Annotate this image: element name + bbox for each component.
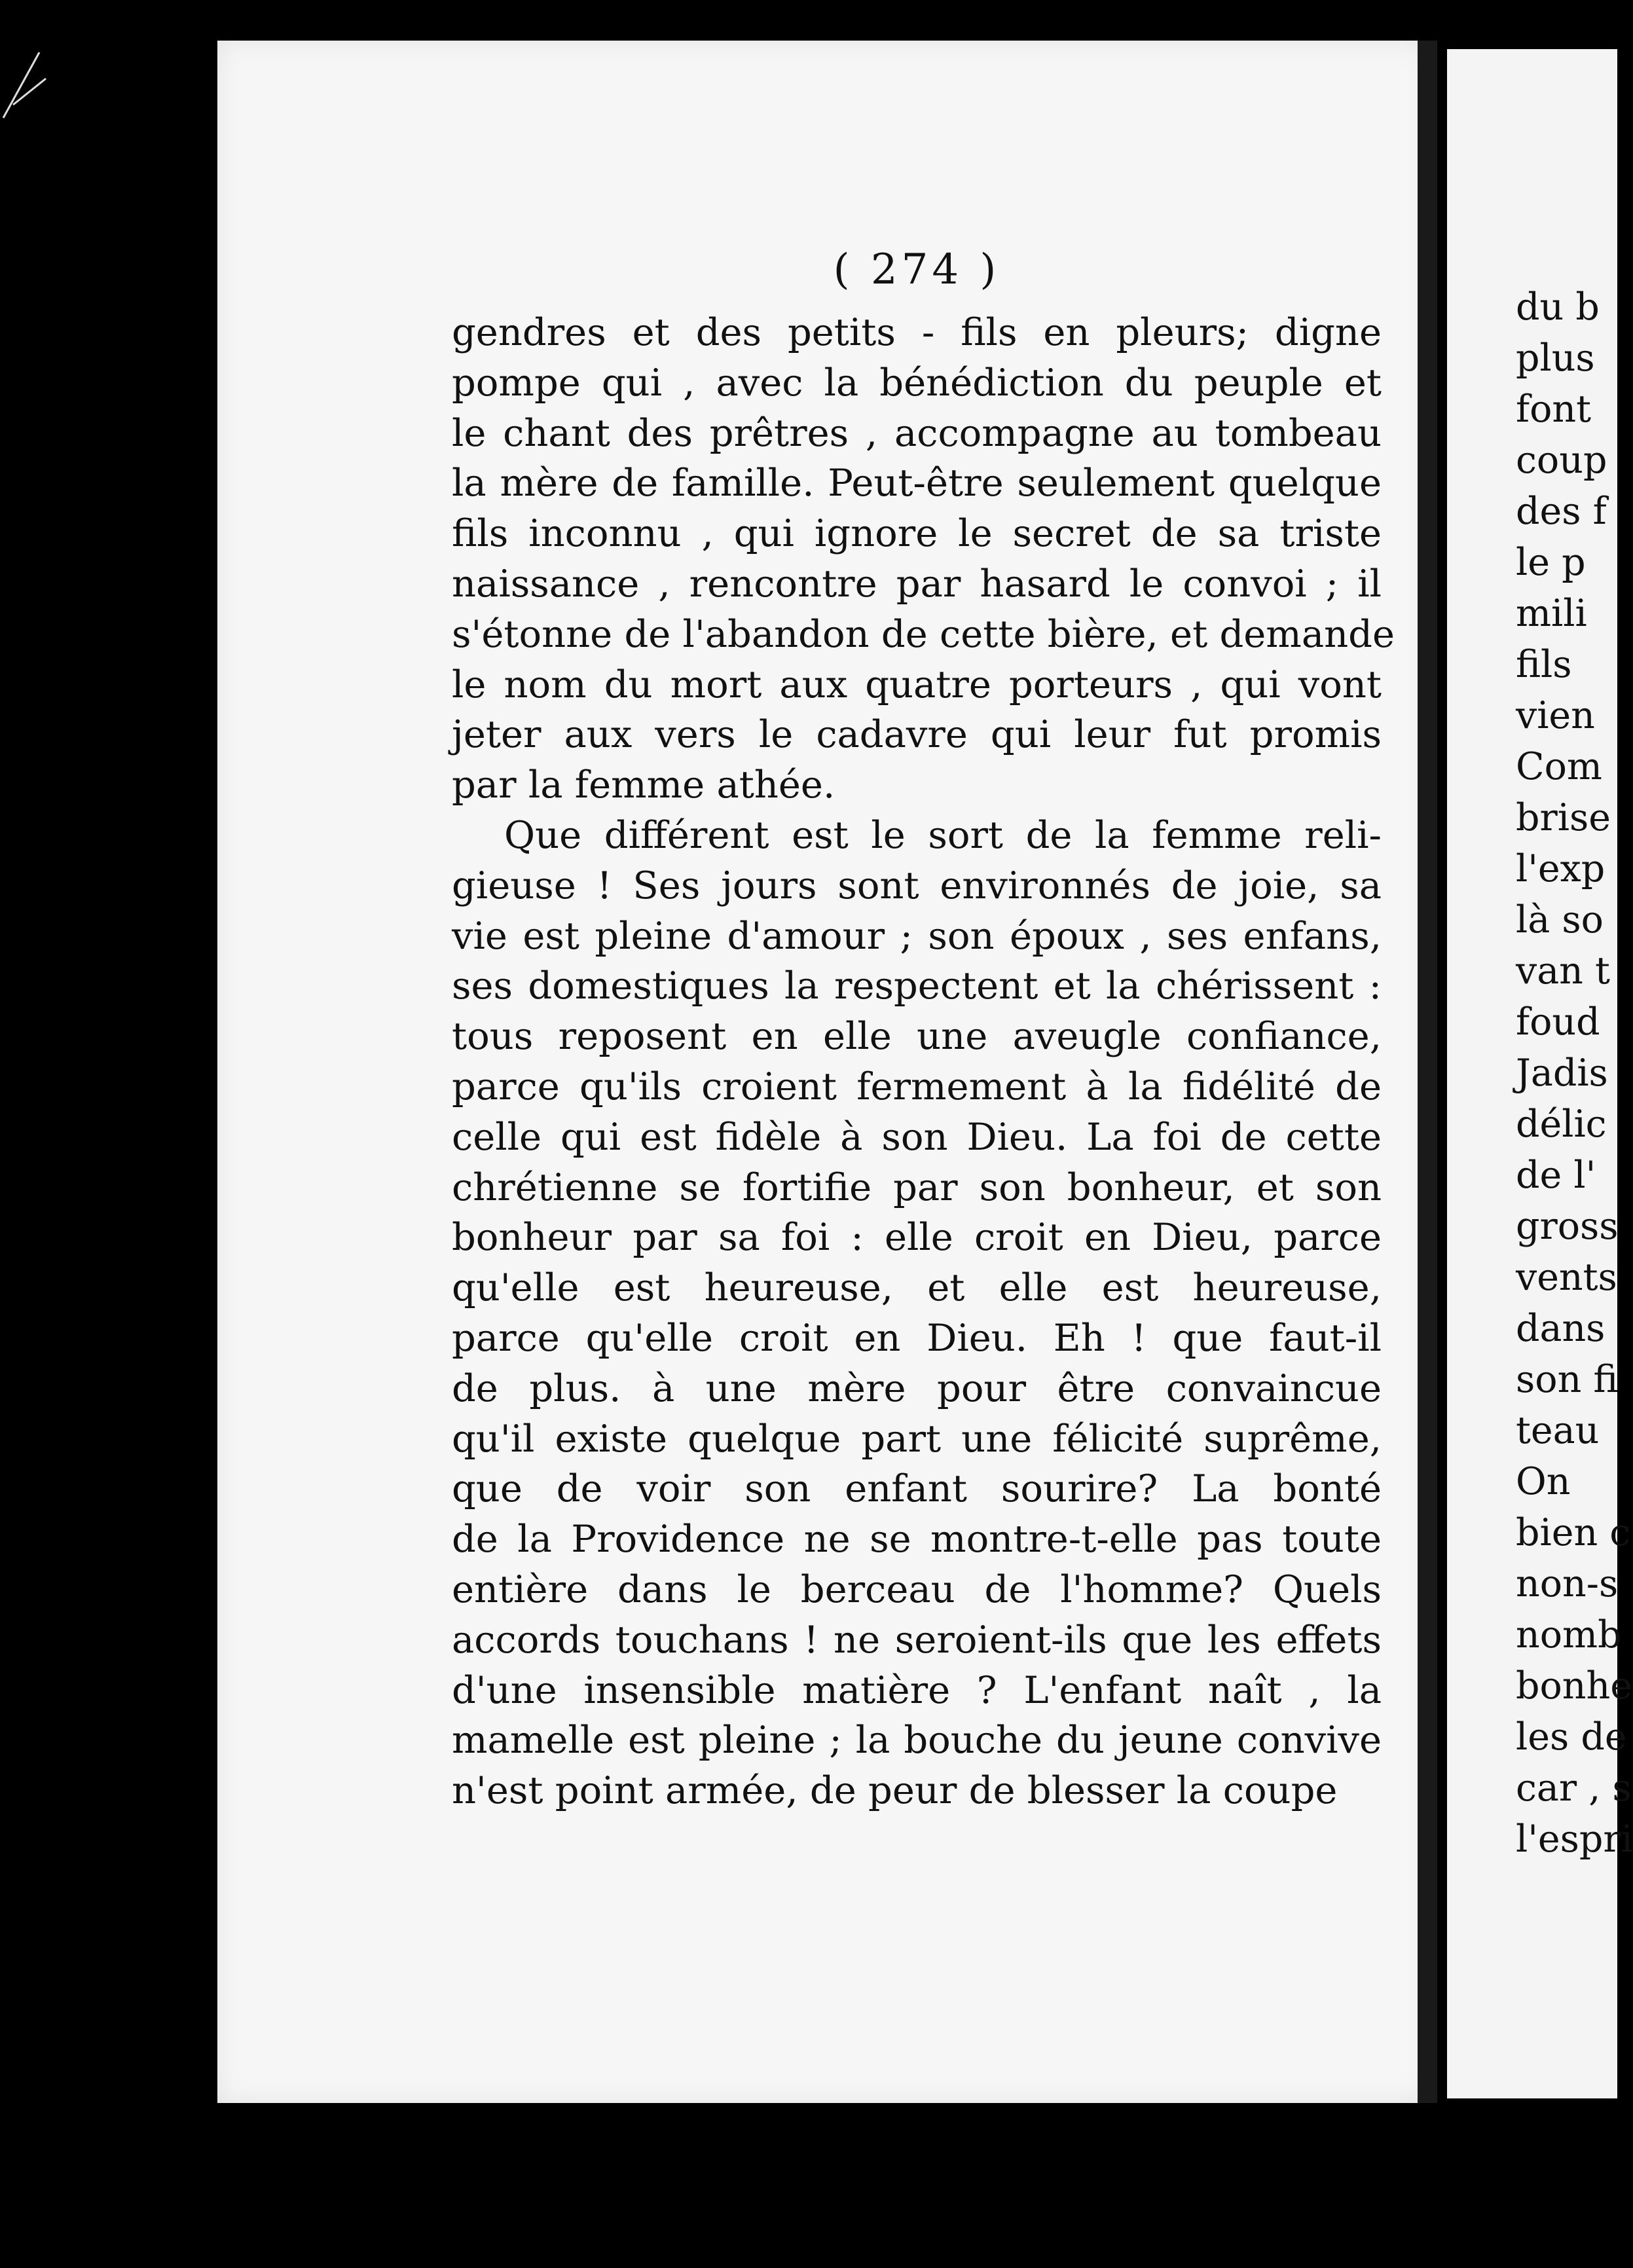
- text-line-fragment: Jadis: [1516, 1052, 1608, 1095]
- text-line: parce qu'elle croit en Dieu. Eh ! que faut-il: [452, 1315, 1382, 1360]
- text-line-fragment: délic: [1516, 1103, 1607, 1146]
- text-line-fragment: van t: [1516, 949, 1610, 993]
- text-line-fragment: Com: [1516, 745, 1602, 788]
- text-line: bonheur par sa foi : elle croit en Dieu, parce: [452, 1215, 1382, 1260]
- text-line: gendres et des petits - fils en pleurs; digne: [452, 310, 1382, 354]
- margin-mark-icon: [0, 39, 52, 131]
- text-line-fragment: des f: [1516, 490, 1607, 533]
- text-line-fragment: bonhe: [1516, 1664, 1632, 1708]
- text-line-fragment: gross: [1516, 1205, 1619, 1248]
- text-line: chrétienne se fortifie par son bonheur, et son: [452, 1165, 1382, 1209]
- text-line-fragment: les de: [1516, 1715, 1627, 1759]
- text-line-fragment: car , s: [1516, 1766, 1632, 1810]
- text-line: pompe qui , avec la bénédiction du peuple et: [452, 360, 1382, 405]
- text-line-fragment: foud: [1516, 1000, 1600, 1044]
- text-line: naissance , rencontre par hasard le convoi ; il: [452, 561, 1382, 606]
- text-line-fragment: brise: [1516, 796, 1611, 839]
- text-line: celle qui est fidèle à son Dieu. La foi de cette: [452, 1114, 1382, 1159]
- text-line-fragment: l'espri: [1516, 1818, 1633, 1861]
- page-number: ( 274 ): [833, 246, 1000, 294]
- text-line: que de voir son enfant sourire? La bonté: [452, 1467, 1382, 1511]
- text-line-fragment: là so: [1516, 898, 1604, 942]
- left-page-text: [452, 308, 1395, 1816]
- text-line-fragment: nomb: [1516, 1613, 1622, 1656]
- text-line-fragment: vents: [1516, 1256, 1617, 1299]
- text-line-fragment: teau: [1516, 1409, 1600, 1452]
- book-gutter: [1418, 41, 1437, 2103]
- text-line: ses domestiques la respectent et la chérissent :: [452, 964, 1382, 1008]
- text-line: le nom du mort aux quatre porteurs , qui vont: [452, 662, 1382, 706]
- text-line: entière dans le berceau de l'homme? Quels: [452, 1567, 1382, 1611]
- text-line: s'étonne de l'abandon de cette bière, et demande: [452, 612, 1395, 656]
- text-line-fragment: bien c: [1516, 1511, 1631, 1554]
- text-line: parce qu'ils croient fermement à la fidélité de: [452, 1064, 1382, 1108]
- text-line: le chant des prêtres , accompagne au tombeau: [452, 411, 1382, 455]
- text-line-fragment: l'exp: [1516, 847, 1605, 890]
- text-line-fragment: vien: [1516, 694, 1595, 737]
- text-line-fragment: mili: [1516, 592, 1587, 635]
- text-line-fragment: du b: [1516, 285, 1600, 329]
- text-line: tous reposent en elle une aveugle confiance,: [452, 1014, 1382, 1059]
- text-line: mamelle est pleine ; la bouche du jeune convive: [452, 1718, 1382, 1763]
- text-line: accords touchans ! ne seroient-ils que les effets: [452, 1617, 1382, 1662]
- text-line-fragment: non-s: [1516, 1562, 1619, 1605]
- text-line: par la femme athée.: [452, 763, 835, 807]
- text-line: vie est pleine d'amour ; son époux , ses enfans,: [452, 913, 1382, 958]
- text-line: n'est point armée, de peur de blesser la coupe: [452, 1768, 1338, 1813]
- text-line: gieuse ! Ses jours sont environnés de joie, sa: [452, 863, 1382, 907]
- text-line-fragment: coup: [1516, 439, 1607, 482]
- text-line: fils inconnu , qui ignore le secret de sa triste: [452, 511, 1382, 556]
- text-line: de plus. à une mère pour être convaincue: [452, 1366, 1382, 1410]
- text-line: d'une insensible matière ? L'enfant naît , la: [452, 1668, 1382, 1712]
- text-line-fragment: dans: [1516, 1307, 1605, 1350]
- text-line-fragment: plus: [1516, 337, 1595, 380]
- text-line: jeter aux vers le cadavre qui leur fut promis: [452, 712, 1382, 757]
- text-line-fragment: fils: [1516, 643, 1572, 686]
- text-line-fragment: On: [1516, 1460, 1571, 1503]
- text-line: de la Providence ne se montre-t-elle pas toute: [452, 1517, 1382, 1562]
- text-line-fragment: le p: [1516, 541, 1586, 584]
- text-line: la mère de famille. Peut-être seulement quelque: [452, 461, 1382, 505]
- text-line-fragment: son fi: [1516, 1358, 1619, 1401]
- text-line-fragment: font: [1516, 388, 1592, 431]
- text-line-fragment: de l': [1516, 1154, 1596, 1197]
- right-page-text: [1516, 282, 1633, 1865]
- text-line: qu'elle est heureuse, et elle est heureuse,: [452, 1266, 1382, 1310]
- text-line: qu'il existe quelque part une félicité suprême,: [452, 1416, 1382, 1461]
- text-line: Que différent est le sort de la femme reli-: [504, 813, 1382, 857]
